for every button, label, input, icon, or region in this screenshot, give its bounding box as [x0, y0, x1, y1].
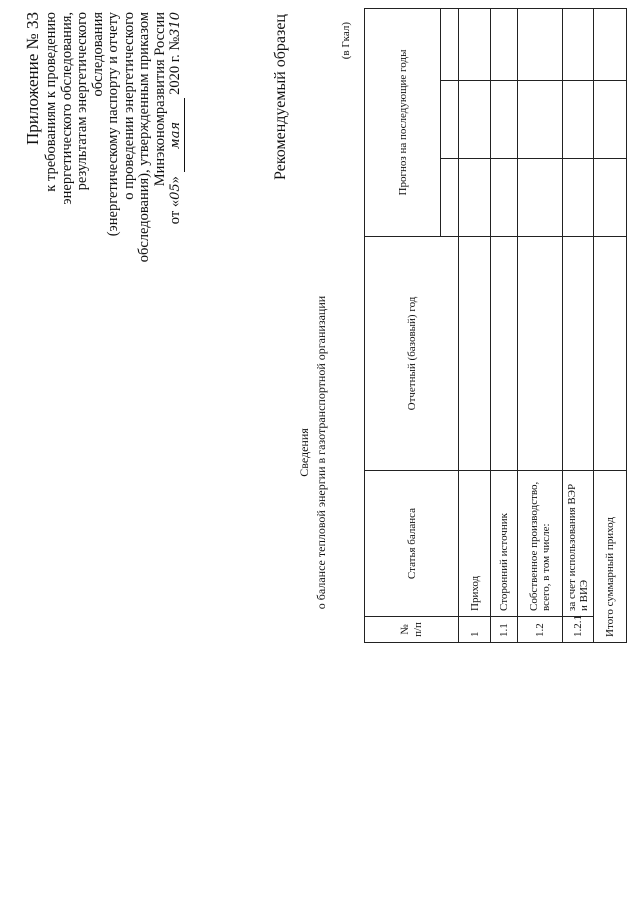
row-num: 1.2.1 [563, 617, 594, 643]
approval-line: (энергетическому паспорту и отчету [105, 12, 121, 237]
order-date-line [168, 12, 185, 352]
header-num: № п/п [365, 617, 459, 643]
order-number-handwritten: 310 [168, 12, 183, 37]
units-label: (в Гкал) [340, 22, 352, 60]
balance-table [364, 8, 627, 643]
row-forecast-cell [563, 159, 594, 237]
row-forecast-cell [459, 81, 491, 159]
row-forecast-cell [491, 159, 518, 237]
row-forecast-cell [491, 8, 518, 80]
order-prefix: от « [167, 199, 183, 225]
approval-block [22, 12, 185, 352]
approval-line: Минэкономразвития России [151, 12, 168, 187]
row-base-year-cell [594, 237, 627, 471]
order-day-handwritten: 05 [168, 183, 183, 200]
row-forecast-cell [518, 159, 563, 237]
heading-title: Сведения [297, 428, 311, 477]
table-row [594, 8, 627, 642]
row-forecast-cell [491, 81, 518, 159]
row-forecast-cell [594, 159, 627, 237]
row-base-year-cell [563, 237, 594, 471]
row-forecast-cell [459, 8, 491, 80]
header-forecast: Прогноз на последующие годы [365, 8, 441, 236]
order-day-suffix: » [167, 176, 183, 184]
table-header-row [365, 8, 441, 642]
recommended-sample-label: Рекомендуемый образец [272, 14, 289, 180]
approval-line: к требованиям к проведению [43, 12, 59, 192]
row-forecast-cell [459, 159, 491, 237]
approval-line: обследования), утвержденным приказом [136, 12, 152, 263]
row-item: Итого суммарный приход [594, 471, 627, 643]
header-base-year: Отчетный (базовый) год [365, 237, 459, 471]
row-num: 1.2 [518, 617, 563, 643]
row-item: Сторонний источник [491, 471, 518, 617]
appendix-title: Приложение № 33 [23, 12, 42, 145]
forecast-year-cell [441, 8, 459, 80]
row-item: Собственное производство, всего, в том числе: [518, 471, 563, 617]
row-forecast-cell [594, 81, 627, 159]
document-heading [296, 0, 330, 905]
order-year: 2020 г. № [167, 36, 183, 95]
header-item: Статья баланса [365, 471, 459, 617]
row-item: за счет использования ВЭР и ВИЭ [563, 471, 594, 617]
row-base-year-cell [459, 237, 491, 471]
heading-subtitle: о балансе тепловой энергии в газотранспортной организации [314, 295, 328, 610]
table-row [518, 8, 563, 642]
approval-line: результатам энергетического [74, 12, 90, 191]
table-row [459, 8, 491, 642]
row-num: 1 [459, 617, 491, 643]
row-num: 1.1 [491, 617, 518, 643]
row-base-year-cell [491, 237, 518, 471]
row-forecast-cell [518, 81, 563, 159]
approval-line: обследования [89, 12, 106, 97]
row-forecast-cell [563, 8, 594, 80]
order-month-handwritten: мая [168, 98, 185, 172]
row-base-year-cell [518, 237, 563, 471]
forecast-year-cell [441, 81, 459, 159]
row-forecast-cell [594, 8, 627, 80]
table-row [491, 8, 518, 642]
row-forecast-cell [563, 81, 594, 159]
row-item: Приход [459, 471, 491, 617]
forecast-year-cell [441, 159, 459, 237]
approval-line: о проведении энергетического [120, 12, 137, 200]
approval-line: энергетического обследования, [58, 12, 75, 205]
row-forecast-cell [518, 8, 563, 80]
table-row [563, 8, 594, 642]
